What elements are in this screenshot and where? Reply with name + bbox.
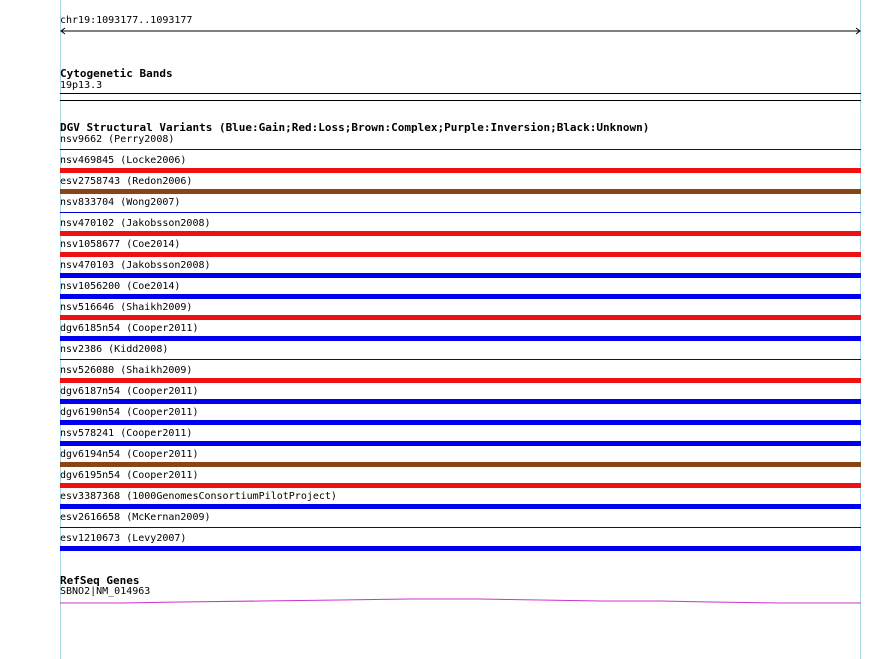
dgv-variant-label[interactable]: nsv1058677 (Coe2014) (60, 239, 181, 250)
dgv-variant-label[interactable]: nsv833704 (Wong2007) (60, 197, 181, 208)
dgv-variant-label[interactable]: esv3387368 (1000GenomesConsortiumPilotProject) (60, 491, 337, 502)
dgv-variant-label[interactable]: esv2616658 (McKernan2009) (60, 512, 211, 523)
dgv-variant-label[interactable]: esv2758743 (Redon2006) (60, 176, 193, 187)
dgv-variant-label[interactable]: nsv470102 (Jakobsson2008) (60, 218, 211, 229)
dgv-variant-label[interactable]: esv1210673 (Levy2007) (60, 533, 187, 544)
dgv-variant-bar-loss[interactable] (60, 378, 861, 383)
refseq-gene-label[interactable]: SBNO2|NM_014963 (60, 586, 151, 597)
dgv-variant-bar-gain[interactable] (60, 336, 861, 341)
cytoband-track-title: Cytogenetic Bands (60, 67, 173, 80)
cytoband-label: 19p13.3 (60, 80, 103, 91)
dgv-variant-bar-gain[interactable] (60, 546, 861, 551)
dgv-variant-label[interactable]: nsv9662 (Perry2008) (60, 134, 175, 145)
dgv-variant-bar-thin[interactable] (60, 149, 861, 150)
dgv-variant-label[interactable]: nsv469845 (Locke2006) (60, 155, 187, 166)
dgv-variant-bar-thin[interactable] (60, 359, 861, 360)
dgv-variant-label[interactable]: nsv1056200 (Coe2014) (60, 281, 181, 292)
cytoband-bottom-border (60, 100, 861, 101)
dgv-variant-bar-loss[interactable] (60, 231, 861, 236)
dgv-variant-bar-gain[interactable] (60, 399, 861, 404)
ruler-location-label: chr19:1093177..1093177 (60, 15, 193, 26)
dgv-variant-bar-loss[interactable] (60, 168, 861, 173)
dgv-variant-label[interactable]: nsv526080 (Shaikh2009) (60, 365, 193, 376)
dgv-variant-label[interactable]: dgv6187n54 (Cooper2011) (60, 386, 199, 397)
dgv-variant-label[interactable]: dgv6185n54 (Cooper2011) (60, 323, 199, 334)
dgv-variant-bar-gain[interactable] (60, 294, 861, 299)
dgv-variant-bar-gain[interactable] (60, 273, 861, 278)
dgv-variant-label[interactable]: dgv6194n54 (Cooper2011) (60, 449, 199, 460)
dgv-variant-bar-loss[interactable] (60, 252, 861, 257)
dgv-variant-label[interactable]: dgv6190n54 (Cooper2011) (60, 407, 199, 418)
dgv-variant-bar-gain[interactable] (60, 504, 861, 509)
ruler-axis (60, 26, 861, 36)
dgv-track-title: DGV Structural Variants (Blue:Gain;Red:Loss;Brown:Complex;Purple:Inversion;Black:Unknown) (60, 121, 650, 134)
dgv-variant-label[interactable]: nsv2386 (Kidd2008) (60, 344, 169, 355)
dgv-variant-bar-gain[interactable] (60, 441, 861, 446)
dgv-variant-label[interactable]: nsv578241 (Cooper2011) (60, 428, 193, 439)
dgv-variant-bar-complex[interactable] (60, 189, 861, 194)
dgv-variant-bar-thin[interactable] (60, 527, 861, 528)
dgv-variant-label[interactable]: dgv6195n54 (Cooper2011) (60, 470, 199, 481)
dgv-variant-bar-loss[interactable] (60, 315, 861, 320)
dgv-variant-bar-thin[interactable] (60, 212, 861, 213)
dgv-variant-bar-complex[interactable] (60, 462, 861, 467)
dgv-variant-bar-gain[interactable] (60, 420, 861, 425)
cytoband-top-border (60, 93, 861, 94)
refseq-gene-feature[interactable] (60, 596, 861, 606)
refseq-track-title: RefSeq Genes (60, 574, 140, 587)
dgv-variant-label[interactable]: nsv470103 (Jakobsson2008) (60, 260, 211, 271)
dgv-variant-bar-loss[interactable] (60, 483, 861, 488)
dgv-variant-label[interactable]: nsv516646 (Shaikh2009) (60, 302, 193, 313)
right-guide-line (860, 0, 861, 659)
